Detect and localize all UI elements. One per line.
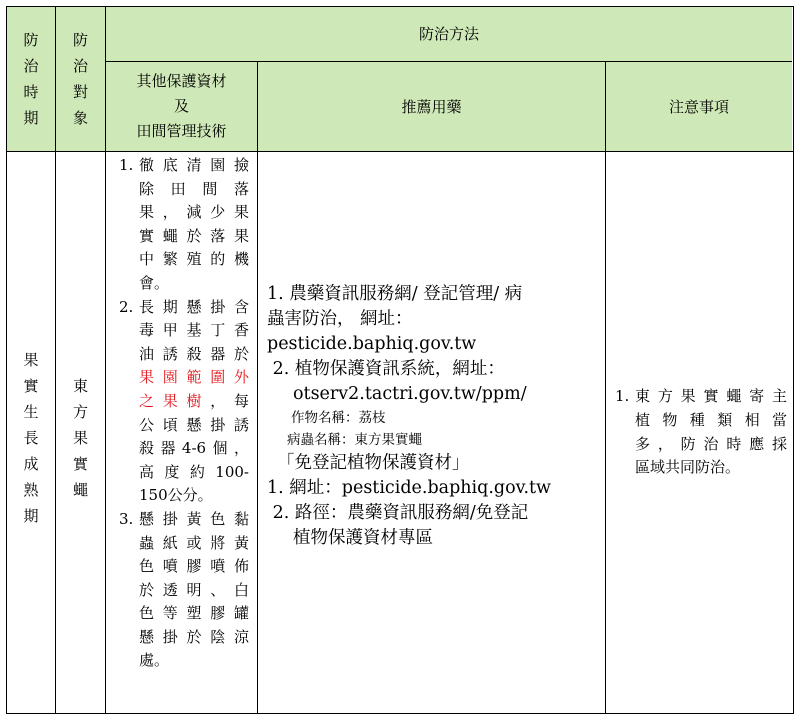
target-value-text: 東方果實蠅	[72, 377, 88, 499]
other-item-2	[119, 296, 249, 508]
other-item-3-line: 懸掛於陰涼	[139, 627, 249, 646]
rec-pest-name: 病蟲名稱：東方果實蠅	[287, 432, 422, 448]
note-line: 多，防治時應採	[635, 434, 787, 453]
note-item-1-num: 1.	[615, 387, 630, 405]
other-item-3-line: 色噴膠噴佈	[139, 557, 249, 576]
header-recommended: 推薦用藥	[401, 98, 462, 116]
other-item-2-line: 油誘殺器於	[139, 344, 249, 363]
other-item-1-line: 除田間落	[139, 179, 249, 198]
other-item-2-num: 2.	[119, 297, 134, 316]
other-item-3-line: 蟲紙或將黃	[139, 533, 249, 552]
other-item-2-red-line: 果園範圍外	[139, 368, 249, 387]
header-other-line3: 田間管理技術	[136, 122, 227, 140]
other-item-2-mixed-line	[139, 390, 249, 414]
rec-crop-name: 作物名稱：荔枝	[291, 410, 386, 426]
other-item-2-tail: ，每	[210, 391, 249, 410]
other-item-2-line: 公頃懸掛誘	[139, 415, 249, 434]
period-value	[7, 347, 55, 529]
other-item-3	[119, 508, 249, 673]
rec-path: 2. 路徑：農藥資訊服務網/免登記	[267, 503, 529, 523]
header-methods: 防治方法	[418, 25, 479, 43]
other-item-2-red-text: 之果樹	[139, 391, 211, 410]
rec-line-2: 蟲害防治， 網址：	[267, 309, 413, 329]
rec-line-4: 2. 植物保護資訊系統，網址：	[267, 359, 505, 379]
header-other-line2: 及	[173, 97, 189, 115]
other-item-3-line: 懸掛黃色黏	[139, 509, 249, 528]
other-item-2-line: 高度約100-	[139, 462, 249, 481]
rec-exempt-title: 「免登記植物保護資材」	[277, 453, 470, 473]
note-line: 植物種類相當	[635, 410, 787, 429]
header-notes: 注意事項	[668, 98, 729, 116]
other-item-2-line: 毒甲基丁香	[139, 321, 249, 340]
header-period	[7, 27, 55, 131]
header-other-materials	[106, 69, 257, 144]
other-item-3-line: 處。	[139, 651, 170, 670]
other-item-1-num: 1.	[119, 156, 134, 174]
notes-cell	[615, 385, 787, 480]
other-item-2-line: 殺器4-6個，	[139, 439, 249, 458]
other-item-1	[119, 154, 249, 296]
other-materials-cell	[119, 154, 249, 673]
header-target	[56, 27, 105, 131]
header-other-line1: 其他保護資材	[136, 72, 227, 90]
note-item-1	[615, 385, 787, 480]
other-item-2-line: 長期懸掛含	[139, 297, 249, 316]
other-item-1-line: 徹底清園撿	[139, 156, 249, 174]
other-item-3-num: 3.	[119, 509, 134, 528]
header-period-text: 防治時期	[23, 31, 39, 127]
pest-control-table	[6, 6, 794, 714]
other-item-1-line: 中繁殖的機	[139, 250, 249, 269]
header-target-text: 防治對象	[72, 31, 88, 127]
rec-url-1: pesticide.baphiq.gov.tw	[267, 334, 477, 354]
rec-url-3: 1. 網址：pesticide.baphiq.gov.tw	[267, 478, 552, 498]
note-line: 區域共同防治。	[635, 458, 741, 477]
other-materials-list	[119, 154, 249, 673]
other-item-3-line: 色等塑膠罐	[139, 604, 249, 623]
other-item-3-line: 於透明、白	[139, 580, 249, 599]
other-item-1-line: 會。	[139, 273, 170, 292]
target-value	[56, 373, 105, 503]
rec-path-tail: 植物保護資材專區	[293, 528, 433, 548]
rec-url-2: otserv2.tactri.gov.tw/ppm/	[293, 384, 527, 404]
other-item-1-line: 實蠅於落果	[139, 226, 249, 245]
recommended-cell	[267, 282, 603, 551]
note-line: 東方果實蠅寄主	[635, 387, 787, 405]
period-value-text: 果實生長成熟期	[23, 351, 39, 525]
other-item-2-line: 150公分。	[139, 486, 213, 505]
rec-line-1: 1. 農藥資訊服務網/ 登記管理/ 病	[267, 284, 523, 304]
other-item-1-line: 果，減少果	[139, 203, 249, 222]
